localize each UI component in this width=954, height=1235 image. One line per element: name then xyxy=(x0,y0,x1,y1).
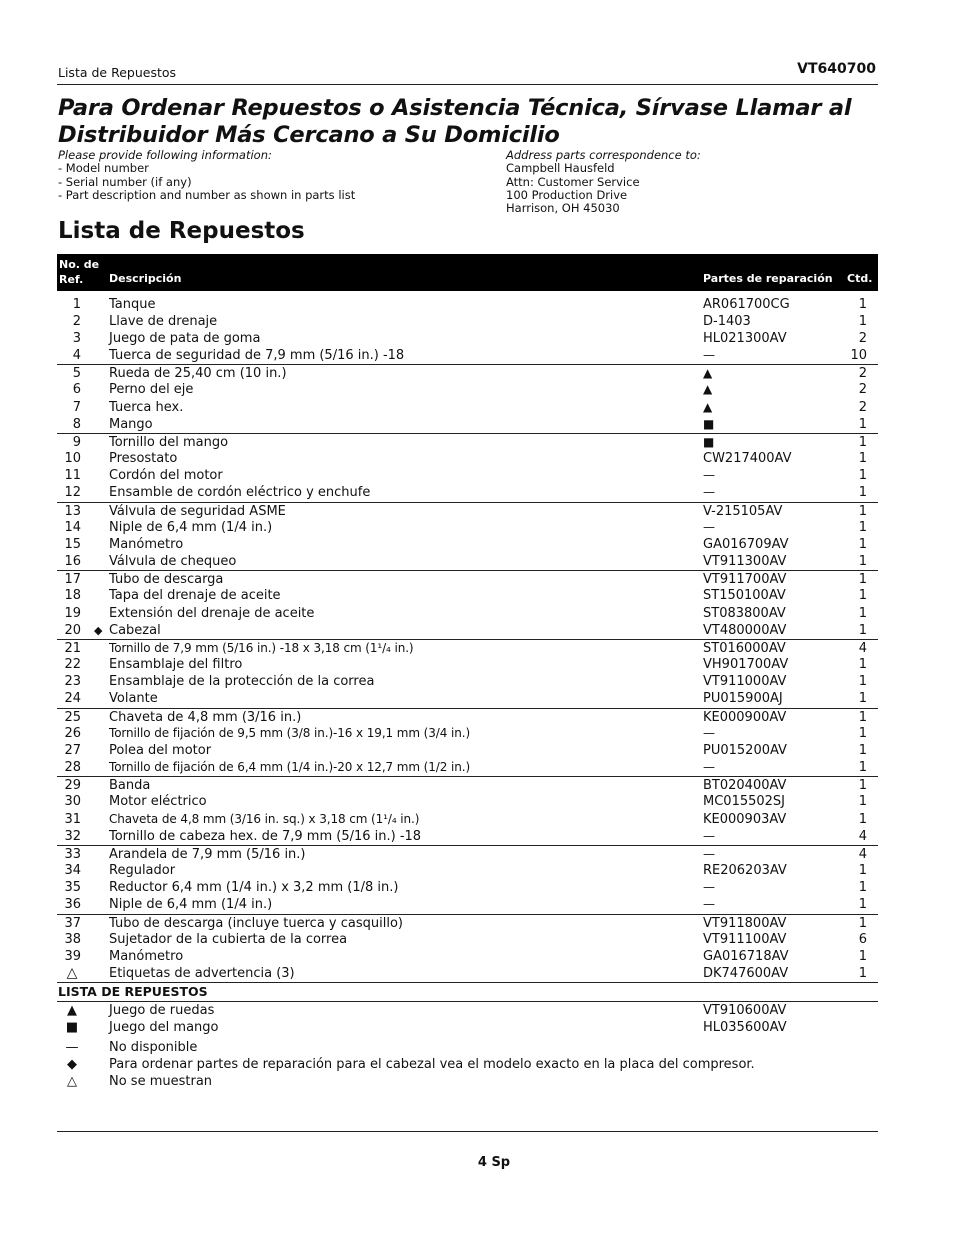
cell-description: Polea del motor xyxy=(109,742,212,758)
handle-kit-square-icon: ■ xyxy=(65,1020,79,1035)
cell-quantity: 2 xyxy=(858,330,867,346)
cell-description: Tuerca de seguridad de 7,9 mm (5/16 in.) -18 xyxy=(109,348,405,363)
cell-quantity: 1 xyxy=(858,863,867,879)
column-header-parts: Partes de reparación xyxy=(703,272,833,285)
cell-ref: 27 xyxy=(64,742,81,758)
legend-item xyxy=(57,1019,878,1036)
cell-ref: 37 xyxy=(64,915,81,931)
cell-part-number: HL021300AV xyxy=(703,330,787,346)
cell-part-number: KE000903AV xyxy=(703,811,787,827)
cell-ref: 23 xyxy=(64,674,81,690)
cell-quantity: 1 xyxy=(858,760,867,776)
table-row xyxy=(57,828,878,845)
table-row xyxy=(57,484,878,501)
legend-item xyxy=(57,1056,878,1073)
cell-description: Tuerca hex. xyxy=(109,399,184,415)
cell-quantity: 1 xyxy=(858,966,867,982)
cell-quantity: 1 xyxy=(858,554,867,570)
cell-part-number: DK747600AV xyxy=(703,966,789,982)
column-header-ref-line1: No. de xyxy=(59,258,100,271)
cell-ref: 13 xyxy=(64,503,81,519)
table-row xyxy=(57,536,878,553)
cell-ref: 17 xyxy=(64,572,81,588)
cell-part-number: AR061700CG xyxy=(703,296,790,312)
table-row xyxy=(57,673,878,690)
legend-item xyxy=(57,1002,878,1019)
cell-quantity: 2 xyxy=(858,399,867,415)
cell-description: Ensamble de cordón eléctrico y enchufe xyxy=(109,485,371,501)
table-row xyxy=(57,502,878,520)
cell-description: Manómetro xyxy=(109,536,184,552)
cell-quantity: 1 xyxy=(858,880,867,896)
table-row xyxy=(57,742,878,759)
wheel-kit-triangle-icon: ▲ xyxy=(67,1003,77,1018)
cell-description: Chaveta de 4,8 mm (3/16 in. sq.) x 3,18 cm (1¹/₄ in.) xyxy=(109,811,420,826)
table-row xyxy=(57,570,878,588)
cell-quantity: 1 xyxy=(858,915,867,931)
info-request-line: - Part description and number as shown in parts list xyxy=(58,187,356,202)
cell-ref: 5 xyxy=(72,366,81,382)
cell-quantity: 1 xyxy=(858,313,867,329)
cell-part-number: VT911000AV xyxy=(703,674,787,690)
info-request-block xyxy=(58,149,355,202)
cell-ref: 26 xyxy=(64,725,81,741)
address-line: 100 Production Drive xyxy=(506,187,628,202)
cell-quantity: 1 xyxy=(858,434,867,450)
cell-ref: 11 xyxy=(64,468,81,484)
cell-description: Motor eléctrico xyxy=(109,794,207,810)
cell-description: Mango xyxy=(109,416,153,432)
cell-part-number: — xyxy=(703,485,715,500)
legend-item xyxy=(57,1039,878,1056)
cell-ref: 29 xyxy=(64,778,81,794)
not-shown-triangle-icon: △ xyxy=(66,965,78,982)
cell-quantity: 10 xyxy=(850,348,867,363)
cell-ref: 18 xyxy=(64,588,81,604)
table-row xyxy=(57,811,878,828)
column-header-ref-line2: Ref. xyxy=(59,273,84,286)
cell-part-number: — xyxy=(703,348,715,362)
table-row xyxy=(57,296,878,313)
cell-description: Reductor 6,4 mm (1/4 in.) x 3,2 mm (1/8 in.) xyxy=(109,880,399,896)
cell-ref: 21 xyxy=(64,640,81,656)
cell-ref: 10 xyxy=(64,451,81,467)
cell-description: Rueda de 25,40 cm (10 in.) xyxy=(109,366,287,382)
cell-ref: 32 xyxy=(64,828,81,844)
cell-ref: 24 xyxy=(64,691,81,707)
cell-quantity: 2 xyxy=(858,382,867,398)
legend-text: Para ordenar partes de reparación para el cabezal vea el modelo exacto en la placa del compresor. xyxy=(109,1057,755,1072)
table-row xyxy=(57,708,878,726)
cell-ref: 6 xyxy=(72,382,81,398)
table-row xyxy=(57,965,878,982)
cell-description: Tapa del drenaje de aceite xyxy=(109,588,281,604)
cell-quantity: 1 xyxy=(858,657,867,673)
table-row xyxy=(57,639,878,657)
cell-description: Tornillo de 7,9 mm (5/16 in.) -18 x 3,18 cm (1¹/₄ in.) xyxy=(109,640,414,655)
cell-part-number: ■ xyxy=(703,434,715,449)
cell-description: Llave de drenaje xyxy=(109,313,218,329)
cell-ref: 8 xyxy=(72,416,81,432)
cell-ref: 12 xyxy=(64,485,81,501)
table-row xyxy=(57,381,878,398)
legend-part-number: VT910600AV xyxy=(703,1003,787,1018)
cell-quantity: 6 xyxy=(858,931,867,947)
cell-description: Ensamblaje de la protección de la correa xyxy=(109,674,375,690)
cell-part-number: RE206203AV xyxy=(703,863,787,879)
table-row xyxy=(57,313,878,330)
cell-part-number: D-1403 xyxy=(703,313,751,329)
cell-ref: 7 xyxy=(72,399,81,415)
cell-part-number: VT911100AV xyxy=(703,931,787,947)
address-line: Attn: Customer Service xyxy=(506,174,640,189)
cell-ref: 30 xyxy=(64,794,81,810)
cell-ref: 38 xyxy=(64,931,81,947)
table-row xyxy=(57,330,878,347)
cell-ref: 22 xyxy=(64,657,81,673)
cell-ref: 3 xyxy=(72,330,81,346)
cell-quantity: 1 xyxy=(858,709,867,725)
header-model-number: VT640700 xyxy=(797,61,876,77)
info-request-label: Please provide following information: xyxy=(58,148,272,162)
table-row xyxy=(57,862,878,879)
cell-quantity: 1 xyxy=(858,451,867,467)
cell-part-number: VH901700AV xyxy=(703,657,789,673)
table-row xyxy=(57,793,878,810)
address-line: Harrison, OH 45030 xyxy=(506,201,620,216)
table-row xyxy=(57,690,878,707)
legend-text: No disponible xyxy=(109,1040,198,1055)
table-row xyxy=(57,725,878,742)
cell-description: Cabezal xyxy=(109,622,161,638)
cell-quantity: 1 xyxy=(858,794,867,810)
cell-description: Sujetador de la cubierta de la correa xyxy=(109,931,348,947)
column-header-description: Descripción xyxy=(109,272,182,285)
cell-description: Etiquetas de advertencia (3) xyxy=(109,966,295,982)
table-row xyxy=(57,416,878,433)
table-row xyxy=(57,948,878,965)
cell-part-number: — xyxy=(703,519,715,534)
column-header-qty: Ctd. xyxy=(847,272,873,285)
cell-part-number: — xyxy=(703,897,715,912)
cell-part-number: VT911700AV xyxy=(703,572,787,588)
legend-title: LISTA DE REPUESTOS xyxy=(58,984,208,999)
table-row xyxy=(57,656,878,673)
cell-part-number: ▲ xyxy=(703,382,713,397)
cell-part-number: ST083800AV xyxy=(703,605,786,621)
cell-quantity: 1 xyxy=(858,605,867,621)
info-request-line: - Serial number (if any) xyxy=(58,174,192,189)
cell-description: Tornillo de fijación de 9,5 mm (3/8 in.)-16 x 19,1 mm (3/4 in.) xyxy=(109,725,471,740)
cell-description: Presostato xyxy=(109,451,178,467)
running-header xyxy=(57,60,878,85)
cell-ref: 16 xyxy=(64,554,81,570)
cell-quantity: 1 xyxy=(858,948,867,964)
cell-quantity: 1 xyxy=(858,742,867,758)
cell-part-number: — xyxy=(703,880,715,895)
cell-quantity: 1 xyxy=(858,536,867,552)
legend-item xyxy=(57,1073,878,1090)
cell-part-number: PU015200AV xyxy=(703,742,787,758)
cell-description: Tanque xyxy=(109,296,156,312)
cell-description: Niple de 6,4 mm (1/4 in.) xyxy=(109,519,273,535)
table-row xyxy=(57,587,878,604)
cell-description: Perno del eje xyxy=(109,382,194,398)
column-header-ref xyxy=(59,257,99,287)
address-line: Campbell Hausfeld xyxy=(506,161,615,176)
cell-description: Tornillo de cabeza hex. de 7,9 mm (5/16 in.) -18 xyxy=(109,828,422,844)
table-row xyxy=(57,433,878,451)
cell-ref: 28 xyxy=(64,760,81,776)
table-row xyxy=(57,519,878,536)
cell-part-number: ST016000AV xyxy=(703,640,786,656)
legend-title-bar xyxy=(57,982,878,1002)
cell-ref: 20 xyxy=(64,622,81,638)
page-title: Para Ordenar Repuestos o Asistencia Técnica, Sírvase Llamar al Distribuidor Más Cercano a Su Domicilio xyxy=(58,95,852,148)
cell-description: Tubo de descarga (incluye tuerca y casquillo) xyxy=(109,915,403,931)
table-row xyxy=(57,399,878,416)
table-row xyxy=(57,931,878,948)
cell-ref: 9 xyxy=(72,434,81,450)
cell-part-number: MC015502SJ xyxy=(703,794,786,810)
cell-part-number: V-215105AV xyxy=(703,503,783,519)
cell-ref: 15 xyxy=(64,536,81,552)
cell-quantity: 1 xyxy=(858,674,867,690)
cell-description: Volante xyxy=(109,691,158,707)
cell-quantity: 1 xyxy=(858,691,867,707)
cell-part-number: — xyxy=(703,846,715,861)
cell-part-number: — xyxy=(703,468,715,483)
diamond-icon: ◆ xyxy=(94,623,103,637)
cell-quantity: 1 xyxy=(858,503,867,519)
table-row xyxy=(57,622,878,639)
cell-quantity: 1 xyxy=(858,588,867,604)
cell-part-number: GA016718AV xyxy=(703,948,789,964)
cell-part-number: BT020400AV xyxy=(703,778,787,794)
cell-quantity: 1 xyxy=(858,296,867,312)
cell-description: Chaveta de 4,8 mm (3/16 in.) xyxy=(109,709,302,725)
cell-ref: 33 xyxy=(64,846,81,862)
cell-part-number: CW217400AV xyxy=(703,451,792,467)
cell-description: Tornillo del mango xyxy=(109,434,229,450)
cell-description: Tubo de descarga xyxy=(109,572,224,588)
cell-part-number: — xyxy=(703,828,715,843)
cell-ref: 2 xyxy=(72,313,81,329)
cell-quantity: 1 xyxy=(858,468,867,484)
cell-quantity: 4 xyxy=(858,846,867,862)
table-row xyxy=(57,553,878,570)
table-row xyxy=(57,845,878,863)
cell-ref: 35 xyxy=(64,880,81,896)
cell-description: Niple de 6,4 mm (1/4 in.) xyxy=(109,897,273,913)
cell-quantity: 1 xyxy=(858,897,867,913)
cell-quantity: 1 xyxy=(858,416,867,432)
cell-quantity: 1 xyxy=(858,778,867,794)
cell-description: Arandela de 7,9 mm (5/16 in.) xyxy=(109,846,306,862)
cell-quantity: 1 xyxy=(858,572,867,588)
cell-part-number: VT911800AV xyxy=(703,915,787,931)
cell-part-number: ST150100AV xyxy=(703,588,786,604)
table-row xyxy=(57,347,878,364)
cell-quantity: 1 xyxy=(858,519,867,535)
cell-quantity: 4 xyxy=(858,640,867,656)
cell-ref: 31 xyxy=(64,811,81,827)
cell-part-number: — xyxy=(703,760,715,775)
parts-table-header xyxy=(57,254,878,291)
section-title: Lista de Repuestos xyxy=(58,218,305,244)
address-block xyxy=(506,149,701,215)
cell-description: Manómetro xyxy=(109,948,184,964)
cell-part-number: GA016709AV xyxy=(703,536,789,552)
cell-ref: 1 xyxy=(72,296,81,312)
cell-ref: 39 xyxy=(64,948,81,964)
table-row xyxy=(57,776,878,794)
table-row xyxy=(57,605,878,622)
header-section-label: Lista de Repuestos xyxy=(58,65,177,80)
cell-part-number: ▲ xyxy=(703,366,713,381)
cell-ref: 36 xyxy=(64,897,81,913)
table-row xyxy=(57,364,878,382)
cell-part-number: ■ xyxy=(703,416,715,431)
cell-ref: 25 xyxy=(64,709,81,725)
cell-part-number: ▲ xyxy=(703,399,713,414)
table-row xyxy=(57,450,878,467)
cell-ref: 14 xyxy=(64,519,81,535)
address-label: Address parts correspondence to: xyxy=(506,148,701,162)
cell-description: Válvula de seguridad ASME xyxy=(109,503,286,519)
table-row xyxy=(57,467,878,484)
cell-quantity: 1 xyxy=(858,725,867,741)
cell-quantity: 1 xyxy=(858,811,867,827)
cell-description: Regulador xyxy=(109,863,176,879)
cell-description: Válvula de chequeo xyxy=(109,554,237,570)
table-row xyxy=(57,896,878,913)
diamond-icon: ◆ xyxy=(67,1057,77,1072)
cell-part-number: — xyxy=(703,725,715,740)
table-row xyxy=(57,914,878,932)
cell-quantity: 1 xyxy=(858,485,867,501)
cell-ref: 4 xyxy=(72,348,81,363)
cell-quantity: 2 xyxy=(858,366,867,382)
table-row xyxy=(57,879,878,896)
cell-description: Tornillo de fijación de 6,4 mm (1/4 in.)-20 x 12,7 mm (1/2 in.) xyxy=(109,760,471,775)
not-shown-triangle-icon: △ xyxy=(67,1074,77,1089)
cell-part-number: KE000900AV xyxy=(703,709,787,725)
page-number: 4 Sp xyxy=(477,1155,511,1170)
cell-part-number: VT911300AV xyxy=(703,554,787,570)
cell-description: Juego de pata de goma xyxy=(109,330,261,346)
cell-description: Cordón del motor xyxy=(109,468,223,484)
cell-ref: 19 xyxy=(64,605,81,621)
cell-description: Ensamblaje del filtro xyxy=(109,657,243,673)
cell-part-number: PU015900AJ xyxy=(703,691,783,707)
legend-text: No se muestran xyxy=(109,1074,213,1089)
cell-description: Banda xyxy=(109,778,151,794)
cell-quantity: 1 xyxy=(858,622,867,638)
footer-divider xyxy=(57,1131,878,1132)
not-available-dash-icon: — xyxy=(65,1040,79,1055)
cell-part-number: VT480000AV xyxy=(703,622,787,638)
legend-text: Juego de ruedas xyxy=(109,1003,215,1018)
document-page xyxy=(57,0,878,1235)
info-request-line: - Model number xyxy=(58,161,149,176)
legend-part-number: HL035600AV xyxy=(703,1020,787,1035)
cell-quantity: 4 xyxy=(858,828,867,844)
cell-ref: 34 xyxy=(64,863,81,879)
table-row xyxy=(57,759,878,776)
cell-description: Extensión del drenaje de aceite xyxy=(109,605,315,621)
legend-text: Juego del mango xyxy=(109,1020,219,1035)
